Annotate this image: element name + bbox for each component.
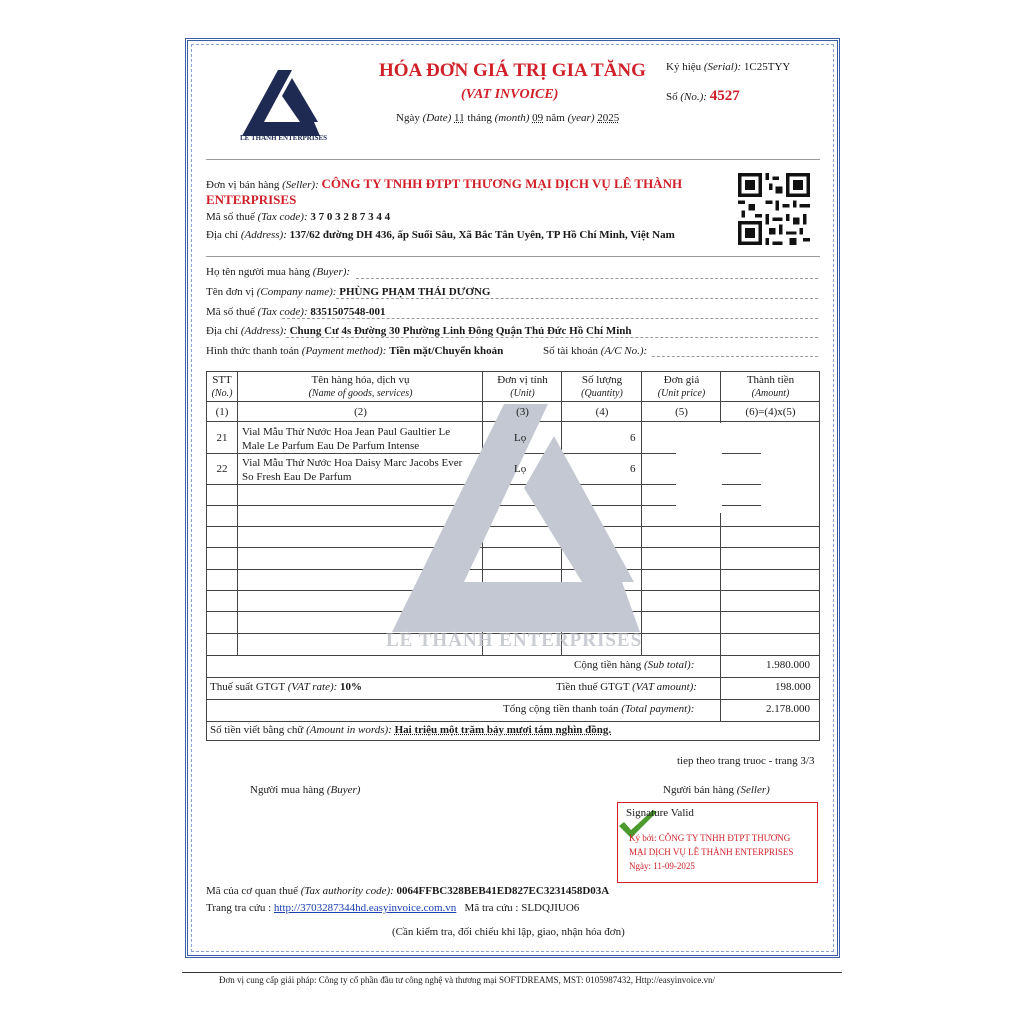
account-label: Số tài khoản — [543, 345, 598, 357]
buyer-name-label-en: (Buyer): — [312, 266, 351, 278]
amount-words-line: Số tiền viết bằng chữ (Amount in words): Hai triệu một trăm bảy mươi tám nghìn đồng. — [210, 724, 612, 736]
number-label-en: (No.): — [680, 91, 707, 103]
number-label: Số — [666, 91, 678, 103]
buyer-name-blank — [356, 278, 818, 279]
total-label: Tổng cộng tiền thanh toán (Total payment): — [503, 703, 695, 715]
invoice-number: 4527 — [709, 88, 740, 104]
seller-signature-label: Người bán hàng (Seller) — [663, 784, 770, 796]
date-day: 11 — [454, 112, 465, 124]
footer-divider — [182, 972, 842, 973]
signature-valid-text: Signature Valid — [626, 807, 694, 819]
col-index-4: (4) — [595, 406, 609, 418]
buyer-tax-label: Mã số thuế — [206, 306, 255, 318]
logo-caption: LÊ THÀNH ENTERPRISES — [240, 134, 328, 142]
seller-name-label: Đơn vị bán hàng — [206, 179, 280, 191]
buyer-company-label: Tên đơn vị — [206, 286, 254, 298]
buyer-tax-label-en: (Tax code): — [257, 306, 308, 318]
col-index-1: (1) — [215, 406, 229, 418]
provider-note: Đơn vị cung cấp giải pháp: Công ty cổ phần đầu tư công nghệ và thương mại SOFTDREAMS, MST: 0105987432, Http://easyinvoice.vn/ — [219, 975, 716, 985]
lookup-code: SLDQJIUO6 — [521, 902, 580, 914]
qr-code — [738, 173, 810, 245]
seller-address-label-en: (Address): — [240, 229, 287, 241]
month-label-en: (month) — [494, 112, 530, 124]
col-index-2: (2) — [354, 406, 367, 418]
lookup-link[interactable]: http://3703287344hd.easyinvoice.com.vn — [273, 902, 457, 914]
row-1-name: Vial Mẫu Thử Nước Hoa Jean Paul Gaultier Le Male Le Parfum Eau De Parfum Intense — [242, 426, 451, 452]
buyer-company-dots — [336, 298, 818, 299]
row-1-qty: 6 — [630, 432, 636, 444]
vat-amount-label: Tiền thuế GTGT (VAT amount): — [556, 681, 697, 693]
buyer-address-label: Địa chỉ — [206, 325, 239, 337]
continued-note: tiep theo trang truoc - trang 3/3 — [677, 755, 815, 767]
row-1-no: 21 — [216, 432, 228, 444]
amount-words: Hai triệu một trăm bảy mươi tám nghìn đồng. — [394, 724, 612, 736]
col-header-amount: Thành tiền (Amount) — [746, 374, 795, 399]
col-header-no: STT (No.) — [211, 374, 233, 399]
buyer-company: PHÙNG PHẠM THÁI DƯƠNG — [339, 286, 491, 298]
date-year: 2025 — [597, 112, 620, 124]
lookup-line: Trang tra cứu : http://3703287344hd.easyinvoice.com.vn Mã tra cứu : SLDQJIUO6 — [206, 902, 580, 914]
tax-authority-code: 0064FFBC328BEB41ED827EC3231458D03A — [396, 885, 610, 897]
serial-value: 1C25TYY — [743, 61, 791, 73]
account-line — [543, 345, 647, 357]
invoice-subtitle: (VAT INVOICE) — [461, 87, 559, 102]
seller-name: CÔNG TY TNHH ĐTPT THƯƠNG MẠI DỊCH VỤ LÊ THÀNH — [321, 176, 683, 191]
seller-tax-label-en: (Tax code): — [257, 211, 308, 223]
date-label: Ngày — [396, 112, 420, 124]
buyer-address-dots — [286, 337, 818, 338]
signed-by: Ký bởi: CÔNG TY TNHH ĐTPT THƯƠNG MẠI DỊCH VỤ LÊ THÀNH ENTERPRISES Ngày: 11-09-2025 — [629, 833, 794, 871]
seller-tax-label: Mã số thuế — [206, 211, 255, 223]
seller-address-label: Địa chỉ — [206, 229, 239, 241]
divider — [206, 159, 820, 160]
col-header-name: Tên hàng hóa, dịch vụ (Name of goods, services) — [308, 374, 413, 399]
row-2-name: Vial Mẫu Thử Nước Hoa Daisy Marc Jacobs Ever So Fresh Eau De Parfum — [242, 457, 463, 483]
watermark-text: LÊ THÀNH ENTERPRISES — [386, 630, 643, 651]
buyer-tax-dots — [282, 318, 818, 319]
payment-label-en: (Payment method): — [301, 345, 387, 357]
date-month: 09 — [532, 112, 544, 124]
buyer-name-line — [206, 266, 350, 278]
subtotal-value: 1.980.000 — [766, 659, 810, 671]
buyer-company-label-en: (Company name): — [256, 286, 337, 298]
invoice-date — [396, 112, 619, 124]
seller-address: 137/62 đường DH 436, ấp Suối Sâu, Xã Bắc Tân Uyên, TP Hồ Chí Minh, Việt Nam — [289, 229, 675, 241]
tax-authority-line: Mã của cơ quan thuế (Tax authority code): 0064FFBC328BEB41ED827EC3231458D03A — [206, 885, 610, 897]
row-1-unit: Lọ — [514, 432, 527, 444]
month-label: tháng — [467, 112, 492, 124]
company-logo — [238, 66, 324, 142]
col-index-3: (3) — [516, 406, 529, 418]
row-2-qty: 6 — [630, 463, 636, 475]
buyer-company-line — [206, 286, 490, 298]
seller-name-line — [206, 176, 682, 192]
buyer-address-line — [206, 325, 632, 337]
invoice-title: HÓA ĐƠN GIÁ TRỊ GIA TĂNG — [379, 60, 646, 81]
seller-name-label-en: (Seller): — [282, 179, 319, 191]
vat-amount-value: 198.000 — [775, 681, 811, 693]
seller-address-line — [206, 229, 675, 241]
row-2-unit: Lọ — [514, 463, 527, 475]
payment-label: Hình thức thanh toán — [206, 345, 300, 357]
divider — [206, 256, 820, 257]
buyer-signature-label: Người mua hàng (Buyer) — [250, 784, 361, 796]
row-2-no: 22 — [216, 463, 228, 475]
check-note: (Cần kiểm tra, đối chiếu khi lập, giao, nhận hóa đơn) — [392, 926, 625, 938]
seller-name-cont: ENTERPRISES — [206, 192, 297, 207]
number-line — [666, 88, 740, 105]
col-index-6: (6)=(4)x(5) — [745, 406, 796, 418]
account-label-en: (A/C No.): — [600, 345, 648, 357]
seller-tax-line — [206, 211, 390, 223]
year-label-en: (year) — [567, 112, 595, 124]
serial-label-en: (Serial): — [703, 61, 742, 73]
year-label: năm — [545, 112, 565, 124]
buyer-name-label: Họ tên người mua hàng — [206, 266, 311, 278]
payment-line — [206, 345, 503, 357]
col-header-price: Đơn giá (Unit price) — [657, 374, 706, 399]
col-index-5: (5) — [675, 406, 688, 418]
col-header-unit: Đơn vị tính (Unit) — [497, 374, 548, 399]
serial-label: Ký hiệu — [666, 61, 702, 73]
account-blank — [652, 356, 818, 357]
buyer-address: Chung Cư 4s Đường 30 Phường Linh Đông Quận Thủ Đức Hồ Chí Minh — [289, 325, 632, 337]
date-label-en: (Date) — [422, 112, 452, 124]
signed-date: Ngày: 11-09-2025 — [629, 861, 695, 871]
buyer-address-label-en: (Address): — [240, 325, 287, 337]
seller-tax-code: 3 7 0 3 2 8 7 3 4 4 — [310, 211, 391, 223]
payment-method: Tiền mặt/Chuyển khoản — [389, 345, 504, 357]
buyer-tax-line — [206, 306, 386, 318]
vat-rate: 10% — [340, 681, 363, 693]
vat-rate-label: Thuế suất GTGT (VAT rate): 10% — [210, 681, 363, 693]
subtotal-label: Cộng tiền hàng (Sub total): — [574, 659, 695, 671]
total-value: 2.178.000 — [766, 703, 810, 715]
col-header-qty: Số lượng (Quantity) — [581, 374, 623, 399]
serial-line — [666, 61, 790, 73]
buyer-tax-code: 8351507548-001 — [310, 306, 386, 318]
